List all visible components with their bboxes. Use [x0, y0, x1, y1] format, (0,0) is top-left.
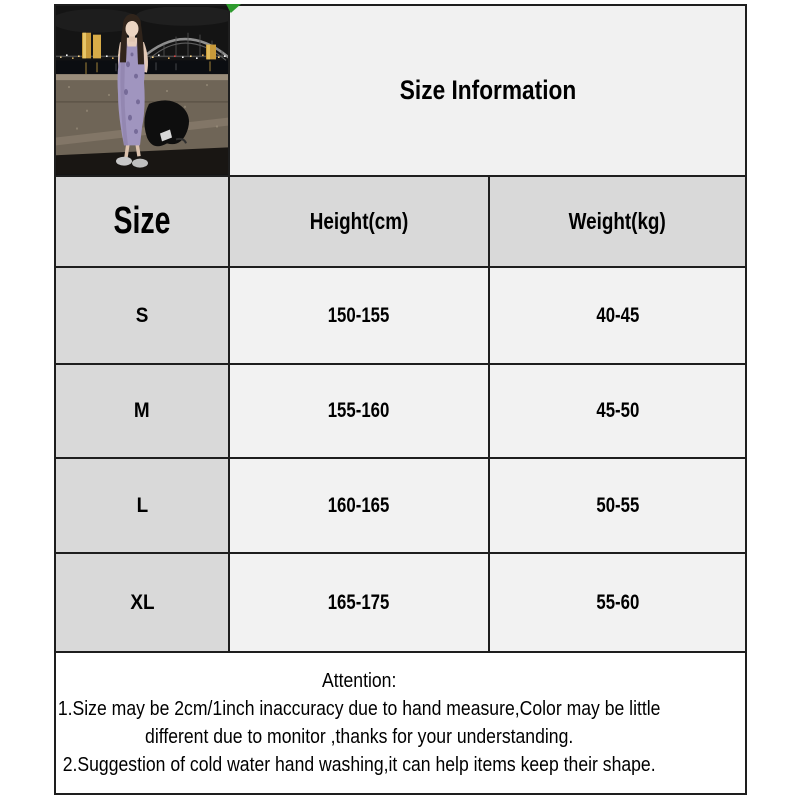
- size-label-xl: XL: [55, 553, 229, 652]
- attention-note: [55, 652, 746, 794]
- attention-row: [55, 652, 746, 794]
- col-header-height: Height(cm): [229, 176, 489, 267]
- table-row-s: [55, 267, 746, 364]
- height-value-m: 155-160: [229, 364, 489, 458]
- header-row: [55, 176, 746, 267]
- height-value-s: 150-155: [229, 267, 489, 364]
- attention-line-3: 2.Suggestion of cold water hand washing,it can help items keep their shape.: [62, 754, 656, 776]
- table-row-l: [55, 458, 746, 553]
- size-label-m: M: [55, 364, 229, 458]
- height-value-xl: 165-175: [229, 553, 489, 652]
- title-cell: [229, 5, 746, 176]
- weight-value-xl: 55-60: [489, 553, 746, 652]
- weight-value-m: 45-50: [489, 364, 746, 458]
- table-row-xl: [55, 553, 746, 652]
- col-header-size: Size: [55, 176, 229, 267]
- attention-line-1: 1.Size may be 2cm/1inch inaccuracy due to hand measure,Color may be little: [57, 698, 661, 720]
- attention-line-2: different due to monitor ,thanks for your understanding.: [145, 726, 574, 748]
- product-photo: [56, 7, 228, 174]
- size-table: [54, 4, 747, 795]
- col-header-weight: Weight(kg): [489, 176, 746, 267]
- weight-value-l: 50-55: [489, 458, 746, 553]
- height-value-l: 160-165: [229, 458, 489, 553]
- size-label-s: S: [55, 267, 229, 364]
- attention-heading: Attention:: [321, 670, 397, 692]
- top-row: [55, 5, 746, 176]
- page-title: Size Information: [399, 75, 576, 105]
- product-photo-cell: [55, 5, 229, 176]
- size-label-l: L: [55, 458, 229, 553]
- photo-jacket: [144, 100, 189, 146]
- weight-value-s: 40-45: [489, 267, 746, 364]
- table-row-m: [55, 364, 746, 458]
